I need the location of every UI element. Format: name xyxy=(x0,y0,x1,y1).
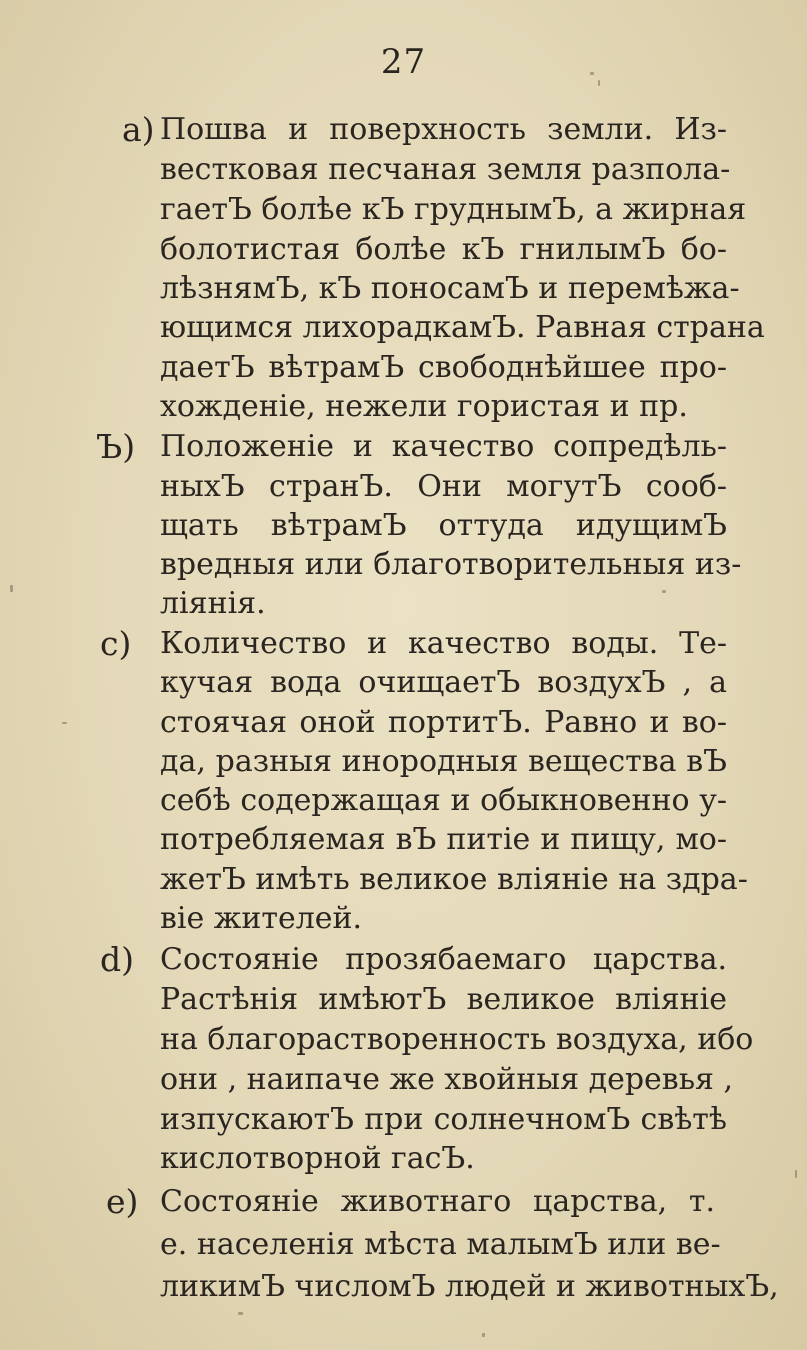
text-line: ликимЪ числомЪ людей и животныхЪ, xyxy=(160,1269,779,1304)
text-line: даетЪ вѣтрамЪ свободнѣйшее про- xyxy=(160,350,727,385)
section-marker-e: e) xyxy=(106,1182,139,1221)
text-line: жетЪ имѣть великое вліяніе на здра- xyxy=(160,862,748,897)
text-line: е. населенія мѣста малымЪ или ве- xyxy=(160,1227,721,1262)
text-line: Количество и качество воды. Те- xyxy=(160,626,727,661)
text-line: ліянія. xyxy=(160,586,266,621)
page-number: 27 xyxy=(380,42,427,82)
text-line: изпускаютЪ при солнечномЪ свѣтѣ xyxy=(160,1102,727,1137)
section-marker-b: Ъ) xyxy=(96,427,136,466)
text-line: вредныя или благотворительныя из- xyxy=(160,547,742,582)
text-line: щать вѣтрамЪ оттуда идущимЪ xyxy=(160,508,727,543)
text-line: они , наипаче же хвойныя деревья , xyxy=(160,1062,734,1097)
text-line: на благорастворенность воздуха, ибо xyxy=(160,1022,754,1057)
text-line: лѣзнямЪ, кЪ поносамЪ и перемѣжа- xyxy=(160,271,740,306)
text-line: болотистая болѣе кЪ гнилымЪ бо- xyxy=(160,232,727,267)
text-line: Положеніе и качество сопредѣль- xyxy=(160,429,727,464)
text-line: кучая вода очищаетЪ воздухЪ , а xyxy=(160,665,727,700)
text-line: вестковая песчаная земля разпола- xyxy=(160,152,731,187)
paper-speck xyxy=(662,590,666,593)
text-line: Растѣнія имѣютЪ великое вліяніе xyxy=(160,982,727,1017)
text-line: стоячая оной портитЪ. Равно и во- xyxy=(160,705,727,740)
text-line: потребляемая вЪ питіе и пищу, мо- xyxy=(160,822,727,857)
text-line: кислотворной гасЪ. xyxy=(160,1141,475,1176)
section-marker-a: a) xyxy=(122,110,155,149)
text-line: Пошва и поверхность земли. Из- xyxy=(160,112,727,147)
paper-speck xyxy=(590,72,594,75)
text-line: себѣ содержащая и обыкновенно у- xyxy=(160,783,727,818)
text-line: Состояніе прозябаемаго царства. xyxy=(160,942,727,977)
section-marker-c: c) xyxy=(100,624,132,663)
text-line: хожденіе, нежели гористая и пр. xyxy=(160,389,688,424)
paper-speck xyxy=(62,722,67,724)
paper-speck xyxy=(598,80,600,86)
paper-speck xyxy=(482,1333,485,1337)
text-line: да, разныя инородныя вещества вЪ xyxy=(160,744,727,779)
text-line: віе жителей. xyxy=(160,901,363,936)
text-line: Состояніе животнаго царства, т. xyxy=(160,1184,715,1219)
text-line: ющимся лихорадкамЪ. Равная страна xyxy=(160,310,765,345)
paper-speck xyxy=(795,1170,797,1178)
text-line: ныхЪ странЪ. Они могутЪ сооб- xyxy=(160,469,727,504)
text-line: гаетЪ болѣе кЪ груднымЪ, а жирная xyxy=(160,192,747,227)
paper-speck xyxy=(10,585,13,592)
paper-speck xyxy=(238,1312,243,1315)
section-marker-d: d) xyxy=(100,940,134,979)
